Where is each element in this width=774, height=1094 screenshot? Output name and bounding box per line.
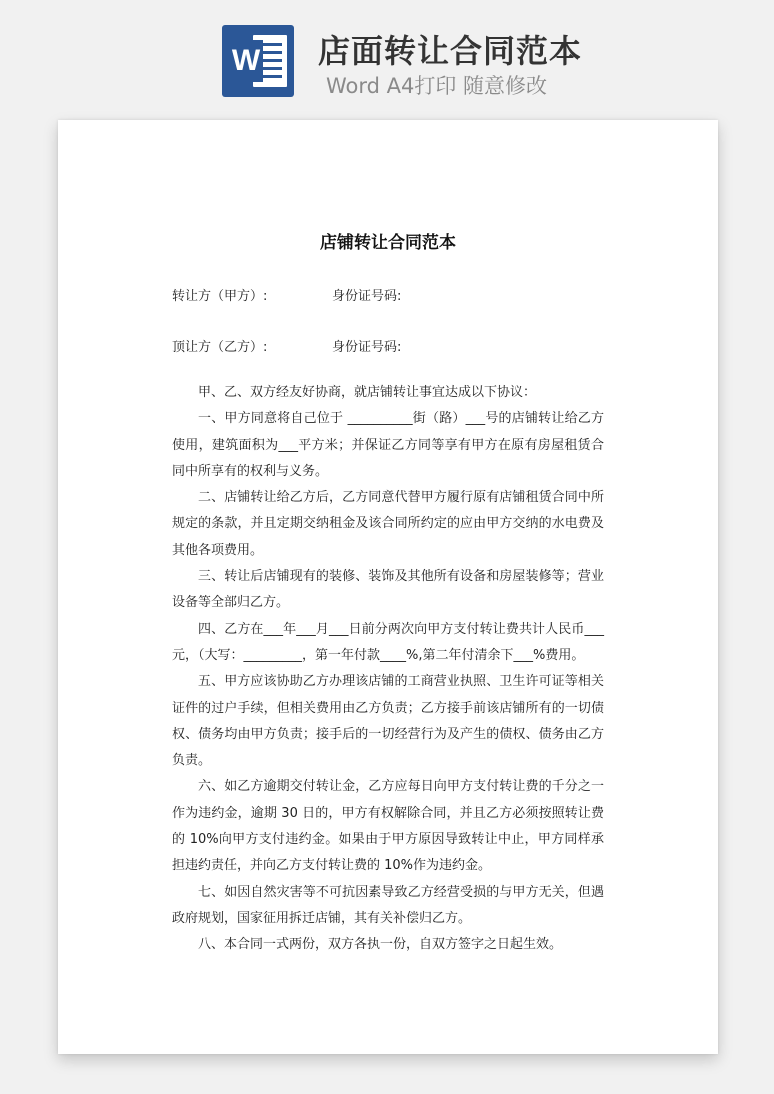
paragraph-3: 三、转让后店铺现有的装修、装饰及其他所有设备和房屋装修等；营业设备等全部归乙方。 [172, 569, 604, 611]
paragraph-1: 一、甲方同意将自己位于 __________街（路）___号的店铺转让给乙方使用，建筑面积为___平方米；并保证乙方同等享有甲方在原有房屋租赁合同中所享有的权利与义务。 [172, 411, 604, 479]
party-a-id-label: 身份证号码: [332, 289, 402, 304]
paragraph-intro: 甲、乙、双方经友好协商，就店铺转让事宜达成以下协议： [198, 385, 537, 400]
party-b-id-label: 身份证号码: [332, 340, 402, 355]
party-a-row [172, 285, 402, 304]
paragraph-2: 二、店铺转让给乙方后，乙方同意代替甲方履行原有店铺租赁合同中所规定的条款，并且定期交纳租金及该合同所约定的应由甲方交纳的水电费及其他各项费用。 [172, 490, 604, 558]
paragraph-8: 八、本合同一式两份，双方各执一份，自双方签字之日起生效。 [198, 937, 563, 953]
party-b-row [172, 336, 402, 355]
paragraph-4: 四、乙方在___年___月___日前分两次向甲方支付转让费共计人民币___元，（大写：_________，第一年付款____%,第二年付清余下___%费用。 [172, 621, 604, 663]
contract-body [172, 380, 604, 959]
banner-title: 店面转让合同范本 [318, 32, 583, 70]
paragraph-7: 七、如因自然灾害等不可抗因素导致乙方经营受损的与甲方无关，但遇政府规划，国家征用拆迁店铺，其有关补偿归乙方。 [172, 884, 604, 926]
party-b-label: 顶让方（乙方）: [172, 340, 268, 355]
word-letter: W [229, 40, 263, 82]
document-page [58, 120, 718, 1054]
paragraph-5: 五、甲方应该协助乙方办理该店铺的工商营业执照、卫生许可证等相关证件的过户手续，但相关费用由乙方负责；乙方接手前该店铺所有的一切债权、债务均由甲方负责；接手后的一切经营行为及产生的债权、债务由乙方负责。 [172, 674, 604, 769]
paragraph-6: 六、如乙方逾期交付转让金，乙方应每日向甲方支付转让费的千分之一作为违约金，逾期 30 日的，甲方有权解除合同，并且乙方必须按照转让费的 10%向甲方支付违约金。如果由于甲方原因导致转让中止，甲方同样承担违约责任，并向乙方支付转让费的 10%作为违约金。 [172, 779, 604, 874]
document-title: 店铺转让合同范本 [320, 233, 456, 253]
banner-subtitle: Word A4打印 随意修改 [326, 74, 548, 98]
header-banner [0, 0, 774, 110]
word-document-icon [222, 25, 294, 97]
party-a-label: 转让方（甲方）: [172, 289, 268, 304]
